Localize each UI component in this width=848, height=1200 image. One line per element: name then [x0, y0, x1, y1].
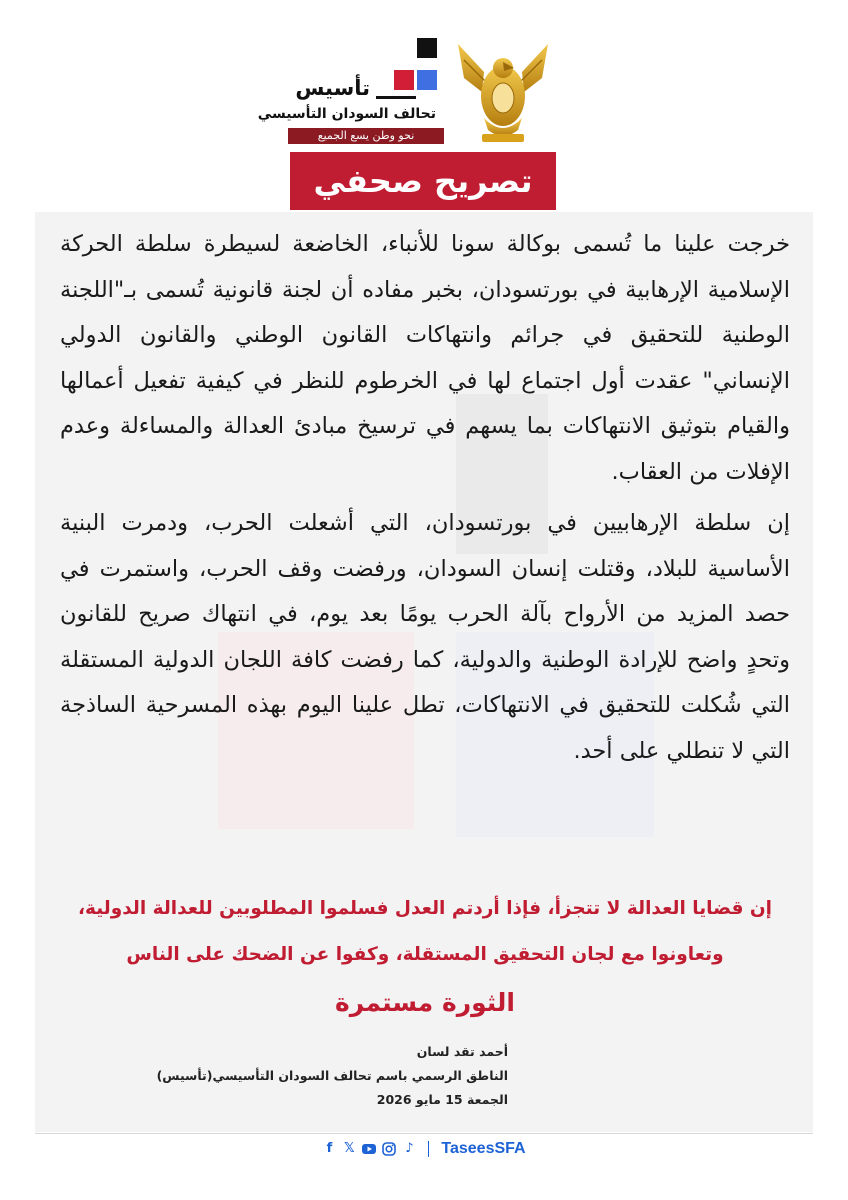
logo-tagline: نحو وطن يسع الجميع [288, 128, 444, 144]
tiktok-icon[interactable]: ♪ [405, 1141, 414, 1156]
paragraph-1: خرجت علينا ما تُسمى بوكالة سونا للأنباء، الخاضعة لسيطرة سلطة الحركة الإسلامية الإرهابية في بورتسودان، بخبر مفاده أن لجنة قانونية تُسمى بـ"اللجنة الوطنية للتحقيق في جرائم وانتهاكات القانون الوطني والقانون الدولي الإنساني" عقدت أول اجتماع لها في الخرطوم للنظر في كيفية تفعيل أعمالها والقيام بتوثيق الانتهاكات بما يسهم في ترسيخ مبادئ العدالة والمساءلة وعدم الإفلات من العقاب. [60, 231, 790, 485]
logo-subtitle: تحالف السودان التأسيسي [257, 106, 436, 122]
logo-square-black [417, 38, 437, 58]
x-icon[interactable]: 𝕏 [344, 1141, 355, 1156]
signature-role: الناطق الرسمي باسم تحالف السودان التأسيسي(تأسيس) [156, 1068, 508, 1083]
slogan: الثورة مستمرة [335, 988, 515, 1017]
social-handle[interactable]: TaseesSFA [441, 1140, 526, 1157]
facebook-icon[interactable]: f [326, 1141, 333, 1156]
footer-separator [428, 1141, 429, 1157]
tasees-logo [257, 38, 444, 148]
instagram-icon[interactable] [382, 1142, 396, 1156]
footer-divider [35, 1133, 813, 1134]
paragraph-2: إن سلطة الإرهابيين في بورتسودان، التي أشعلت الحرب، ودمرت البنية الأساسية للبلاد، وقتلت إنسان السودان، ورفضت وقف الحرب، واستمرت في حصد المزيد من الأرواح بآلة الحرب يومًا بعد يوم، في انتهاك صريح للقانون وتحدٍ واضح للإرادة الوطنية والدولية، كما رفضت كافة اللجان الدولية المستقلة التي شُكلت للتحقيق في الانتهاكات، تطل علينا اليوم بهذه المسرحية الساذجة التي لا تنطلي على أحد. [60, 510, 790, 764]
statement-body [60, 222, 790, 774]
eagle-emblem-icon [454, 38, 552, 146]
closing-line-2: وتعاونوا مع لجان التحقيق المستقلة، وكفوا عن الضحك على الناس [126, 944, 724, 965]
logo-dash [376, 96, 416, 99]
page-title: تصريح صحفي [290, 152, 556, 210]
logo-name: تأسيس [295, 76, 370, 100]
youtube-icon[interactable] [362, 1142, 376, 1156]
signature-date: الجمعة 15 مايو 2026 [376, 1092, 508, 1107]
signature-name: أحمد تقد لسان [416, 1044, 508, 1059]
closing-line-1: إن قضايا العدالة لا تتجزأ، فإذا أردتم العدل فسلموا المطلوبين للعدالة الدولية، [77, 898, 773, 919]
social-footer [0, 1138, 848, 1160]
logo-square-red [394, 70, 414, 90]
logo-square-blue [417, 70, 437, 90]
